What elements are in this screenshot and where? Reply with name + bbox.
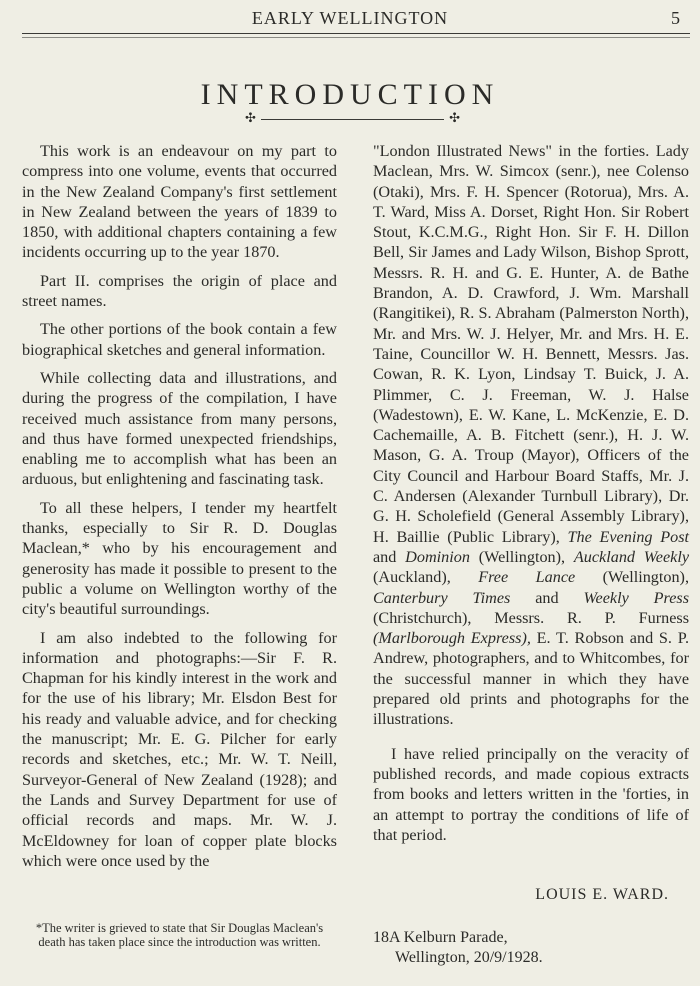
ornament-left-icon: ✣ bbox=[245, 110, 256, 125]
paragraph: I have relied principally on the veracity of published records, and made copious extracts from books and letters written in the 'forties, in an attempt to portray the conditions of life of that period. bbox=[373, 744, 689, 844]
address-line: 18A Kelburn Parade, bbox=[373, 929, 508, 946]
author-signature: LOUIS E. WARD. bbox=[535, 886, 669, 903]
publication-title: Dominion bbox=[405, 547, 470, 566]
publication-title: The Evening Post bbox=[567, 527, 689, 546]
publication-title: Free Lance bbox=[478, 568, 576, 587]
text-run: (Wellington), bbox=[478, 547, 566, 566]
right-column bbox=[373, 141, 689, 853]
running-head bbox=[0, 8, 700, 32]
header-rule bbox=[22, 33, 690, 34]
text-run: (Wellington), bbox=[602, 568, 689, 587]
paragraph: To all these helpers, I tender my heartfelt thanks, especially to Sir R. D. Douglas Maclean,* who by his encouragement and generosity has made it possible to present to the public a volume on Wellington worthy of the city's beautiful surroundings. bbox=[22, 498, 337, 619]
paragraph: The other portions of the book contain a few biographical sketches and general information. bbox=[22, 320, 337, 359]
address-block bbox=[373, 928, 673, 968]
publication-title: (Marlborough Express), bbox=[373, 629, 531, 648]
address-date-line: Wellington, 20/9/1928. bbox=[395, 949, 543, 966]
ornament-right-icon: ✣ bbox=[449, 110, 460, 125]
text-run: and bbox=[373, 547, 397, 566]
acknowledgements-paragraph bbox=[373, 141, 689, 730]
paragraph: I am also indebted to the following for information and photographs:—Sir F. R. Chapman for his kindly interest in the work and for the use of his library; Mr. Elsdon Best for his ready and valuable advice, and for checking the manuscript; Mr. E. G. Pilcher for early records and sketches, etc.; Mr. W. T. Neill, Surveyor-General of New Zealand (1928); and the Lands and Survey Department for use of official records and maps. Mr. W. J. McEldowney for loan of copper plate blocks which were once used by the bbox=[22, 628, 337, 870]
paragraph: While collecting data and illustrations, and during the progress of the compilation, I have received much assistance from many persons, and thus have formed unexpected friendships, enabling me to accomplish what has been an arduous, but enlightening and fascinating task. bbox=[22, 368, 337, 489]
footnote: *The writer is grieved to state that Sir Douglas Maclean's death has taken place since the introduction was written. bbox=[35, 921, 324, 949]
text-run: and bbox=[535, 588, 559, 607]
text-run: (Auckland), bbox=[373, 568, 451, 587]
text-run: "London Illustrated News" in the forties. Lady Maclean, Mrs. W. Simcox (senr.), nee Colenso (Otaki), Mrs. F. H. Spencer (Rotorua), Mrs. A. T. Ward, Miss A. Dorset, Right Hon. Sir Robert Stout, K.C.M.G., Right Hon. Sir F. H. Dillon Bell, Sir James and Lady Wilson, Bishop Sprott, Messrs. R. H. and G. E. Hunter, A. de Bathe Brandon, A. D. Crawford, J. Wm. Marshall (Rangitikei), R. S. Abraham (Palmerston North), Mr. and Mrs. W. J. Helyer, Mr. and Mrs. H. E. Taine, Councillor W. H. Bennett, Messrs. Jas. Cowan, R. K. Lyon, Lindsay T. Buick, J. A. Plimmer, C. J. Freeman, W. J. Halse (Wadestown), E. W. Kane, L. McKenzie, E. D. Cachemaille, A. B. Fitchett (senr.), H. J. W. Mason, G. A. Troup (Mayor), Officers of the City Council and Harbour Board Staffs, Mr. J. C. Andersen (Alexander Turnbull Library), Dr. G. H. Scholefield (General Assembly Library), H. Baillie (Public Library), bbox=[373, 142, 689, 546]
paragraph: This work is an endeavour on my part to compress into one volume, events that occurred in the New Zealand Company's first settlement in New Zealand between the years of 1839 to 1850, with additional chapters containing a few incidents occurring up to the year 1870. bbox=[22, 142, 337, 262]
publication-title: Weekly Press bbox=[583, 588, 690, 607]
publication-title: Auckland Weekly bbox=[573, 547, 690, 566]
paragraph: Part II. comprises the origin of place and street names. bbox=[22, 271, 337, 311]
publication-title: Canterbury Times bbox=[373, 588, 511, 607]
title-ornament bbox=[245, 110, 460, 125]
page-title: INTRODUCTION bbox=[200, 78, 500, 112]
left-column bbox=[22, 141, 337, 871]
page-number: 5 bbox=[671, 8, 680, 28]
running-title: EARLY WELLINGTON bbox=[251, 8, 449, 28]
text-run: (Christchurch), Messrs. R. P. Furness bbox=[373, 608, 689, 627]
text-run: E. T. Robson and S. P. Andrew, photographers, and to Whitcombes, for the successful manner in which they have prepared old prints and photographs for the illustrations. bbox=[373, 629, 689, 729]
header-rule-thin bbox=[22, 37, 690, 38]
